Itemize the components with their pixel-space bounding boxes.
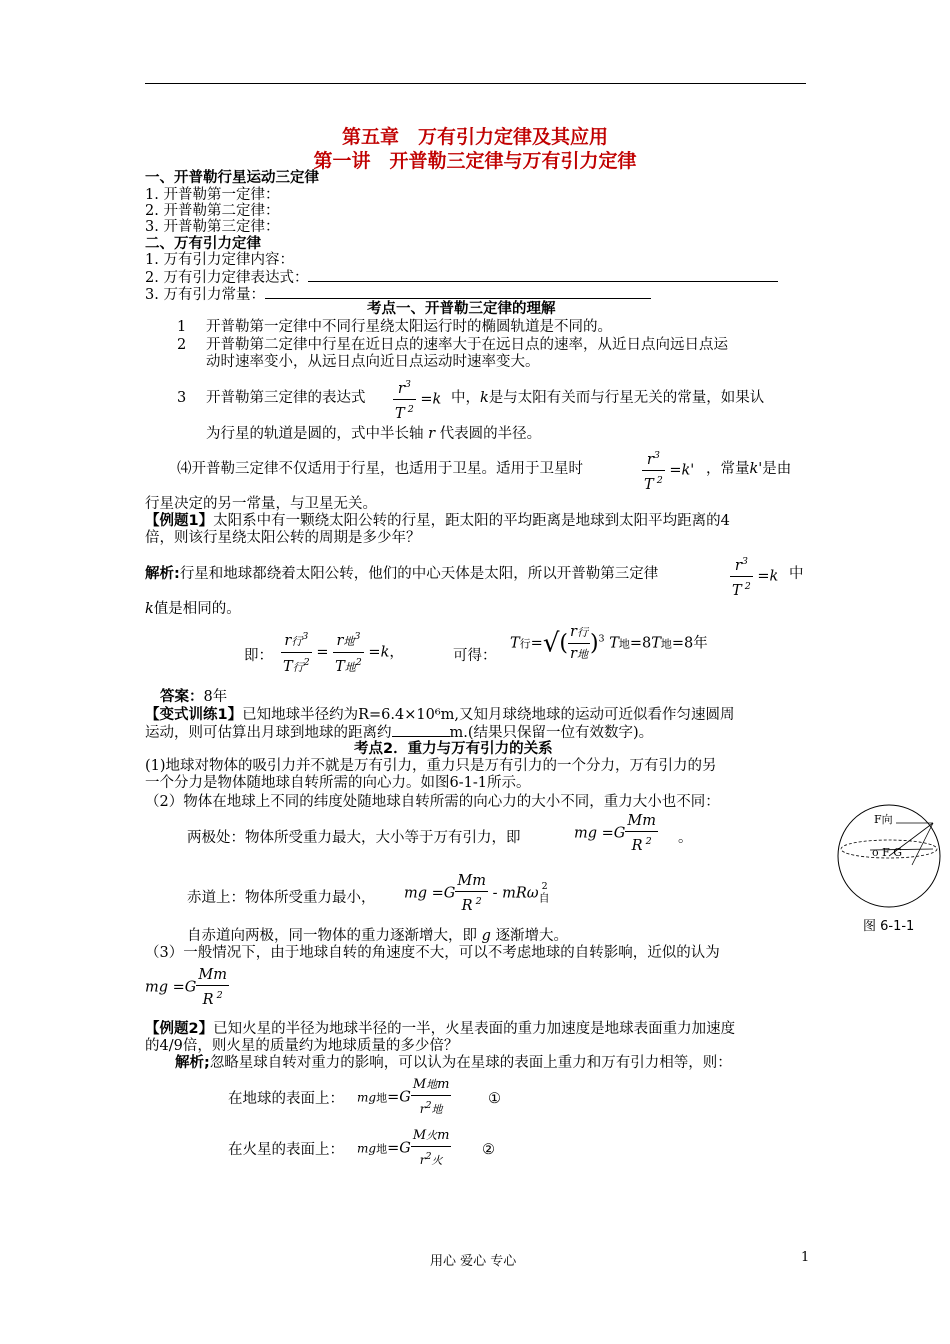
- equator-formula: mg =G $\frac{Mm}{R ^2}$ - mRω$_自^2$: [404, 873, 550, 914]
- kd1-point-1: 开普勒第一定律中不同行星绕太阳运行时的椭圆轨道是不同的。: [206, 319, 612, 335]
- kd1-num-3: 3: [177, 390, 187, 406]
- kd1-num-1: 1: [177, 319, 187, 335]
- solution-1-b: 中: [789, 566, 804, 582]
- answer-blank[interactable]: [392, 724, 450, 737]
- answer-blank[interactable]: [308, 269, 778, 282]
- kd2-pole-end: 。: [678, 830, 693, 846]
- figure-caption: 图 6-1-1: [863, 919, 915, 934]
- satellite-formula: $\frac{r^3}{T ^2}$ =k': [642, 446, 694, 495]
- mars-surface-label: 在火星的表面上：: [228, 1142, 344, 1158]
- kd1-point-4c: 行星决定的另一常量，与卫星无关。: [145, 496, 377, 512]
- earth-rotation-figure: [836, 803, 942, 909]
- footer-slogan: 用心 爱心 专心: [430, 1254, 517, 1269]
- marker-1: ①: [488, 1091, 501, 1107]
- kd2-pole: 两极处：物体所受重力最大，大小等于万有引力，即: [187, 830, 521, 846]
- chapter-title: 第五章 万有引力定律及其应用: [341, 126, 608, 148]
- kd1-point-4a: ⑷开普勒三定律不仅适用于行星，也适用于卫星。适用于卫星时: [177, 461, 583, 477]
- kd2-point-1a: (1)地球对物体的吸引力并不就是万有引力，重力只是万有引力的一个分力，万有引力的另: [145, 758, 717, 774]
- kepler-third-formula: $\frac{r^3}{T ^2}$ =k: [393, 375, 441, 424]
- section-1-heading: 一、开普勒行星运动三定律: [145, 170, 319, 186]
- kd2-point-1b: 一个分力是物体随地球自转所需的向心力。如图6-1-1所示。: [145, 775, 531, 791]
- page-number: 1: [801, 1250, 810, 1265]
- solution-1-c: k值是相同的。: [145, 601, 241, 617]
- kd2-equator: 赤道上：物体所受重力最小，: [187, 890, 376, 906]
- pole-formula: mg =G $\frac{Mm}{R ^2}$: [574, 813, 656, 854]
- ratio-formula: $\frac{r行^3}{T行^2}$ = $\frac{r地^3}{T地^2}$ =k，: [281, 627, 404, 678]
- example-2: 【例题2】已知火星的半径为地球半径的一半，火星表面的重力加速度是地球表面重力加速度: [145, 1021, 736, 1037]
- kaodian-1-heading: 考点一、开普勒三定律的理解: [367, 301, 556, 317]
- variant-1-cont: 运动，则可估算出月球到地球的距离约 m.(结果只保留一位有效数字)。: [145, 725, 654, 741]
- kd2-point-2: （2）物体在地球上不同的纬度处随地球自转所需的向心力的大小不同，重力大小也不同：: [145, 794, 720, 810]
- example-1-cont: 倍，则该行星绕太阳公转的周期是多少年？: [145, 530, 421, 546]
- gravity-constant: 3. 万有引力常量：: [145, 286, 651, 304]
- kepler-law-1: 1. 开普勒第一定律：: [145, 187, 280, 203]
- answer-1: 答案：8年: [160, 689, 228, 705]
- kd2-trend: 自赤道向两极，同一物体的重力逐渐增大，即 g 逐渐增大。: [187, 928, 569, 944]
- marker-2: ②: [482, 1142, 495, 1158]
- solution-1-kede: 可得：: [453, 648, 497, 664]
- approx-formula: mg =G $\frac{Mm}{R ^2}$: [145, 967, 227, 1008]
- kd1-point-2a: 开普勒第二定律中行星在近日点的速率大于在远日点的速率，从近日点向远日点运: [206, 337, 728, 353]
- kepler-law-3: 3. 开普勒第三定律：: [145, 219, 280, 235]
- lecture-title: 第一讲 开普勒三定律与万有引力定律: [313, 150, 637, 172]
- earth-surface-label: 在地球的表面上：: [228, 1091, 344, 1107]
- figure-label-ofg: o F G: [872, 846, 903, 859]
- earth-surface-formula: mg地=G $\frac{\text{M地m}}{r^2地}$: [357, 1077, 450, 1116]
- kepler-law-2: 2. 开普勒第二定律：: [145, 203, 280, 219]
- kd2-point-3: （3）一般情况下，由于地球自转的角速度不大，可以不考虑地球的自转影响，近似的认为: [145, 945, 720, 961]
- period-result: T行=√( $\frac{\text{r行}}{\text{r地}}$ )$^3$ T地=8T地=8年: [510, 624, 708, 662]
- gravity-expression: 2. 万有引力定律表达式：: [145, 269, 778, 287]
- kepler-third-formula-2: $\frac{r^3}{T ^2}$ =k: [730, 552, 778, 601]
- solution-1: 解析:行星和地球都绕着太阳公转，他们的中心天体是太阳，所以开普勒第三定律: [145, 566, 659, 582]
- kd1-point-3a: 开普勒第三定律的表达式: [206, 390, 366, 406]
- variant-1: 【变式训练1】已知地球半径约为R=6.4×10⁶m,又知月球绕地球的运动可近似看作匀速圆周: [145, 707, 735, 723]
- kaodian-2-heading: 考点2．重力与万有引力的关系: [354, 741, 553, 757]
- kd1-point-2b: 动时速率变小，从远日点向近日点运动时速率变大。: [206, 354, 540, 370]
- mars-surface-formula: mg地=G $\frac{\text{M火m}}{r^2火}$: [357, 1128, 450, 1167]
- answer-blank[interactable]: [265, 286, 651, 299]
- gravity-content: 1. 万有引力定律内容：: [145, 252, 294, 268]
- header-rule: [145, 83, 806, 84]
- section-2-heading: 二、万有引力定律: [145, 236, 261, 252]
- solution-1-ji: 即：: [244, 648, 273, 664]
- example-1: 【例题1】太阳系中有一颗绕太阳公转的行星，距太阳的平均距离是地球到太阳平均距离的4: [145, 513, 730, 529]
- solution-2: 解析;忽略星球自转对重力的影响，可以认为在星球的表面上重力和万有引力相等，则：: [175, 1055, 732, 1071]
- kd1-num-2: 2: [177, 337, 187, 353]
- kd1-point-4b: ，常量k'是由: [706, 461, 792, 477]
- figure-label-f: F向: [874, 813, 893, 826]
- kd1-point-3b: 中，k是与太阳有关而与行星无关的常量，如果认: [451, 390, 765, 406]
- example-2-cont: 的4/9倍，则火星的质量约为地球质量的多少倍？: [145, 1038, 459, 1054]
- kd1-point-3c: 为行星的轨道是圆的，式中半长轴 r 代表圆的半径。: [206, 426, 542, 442]
